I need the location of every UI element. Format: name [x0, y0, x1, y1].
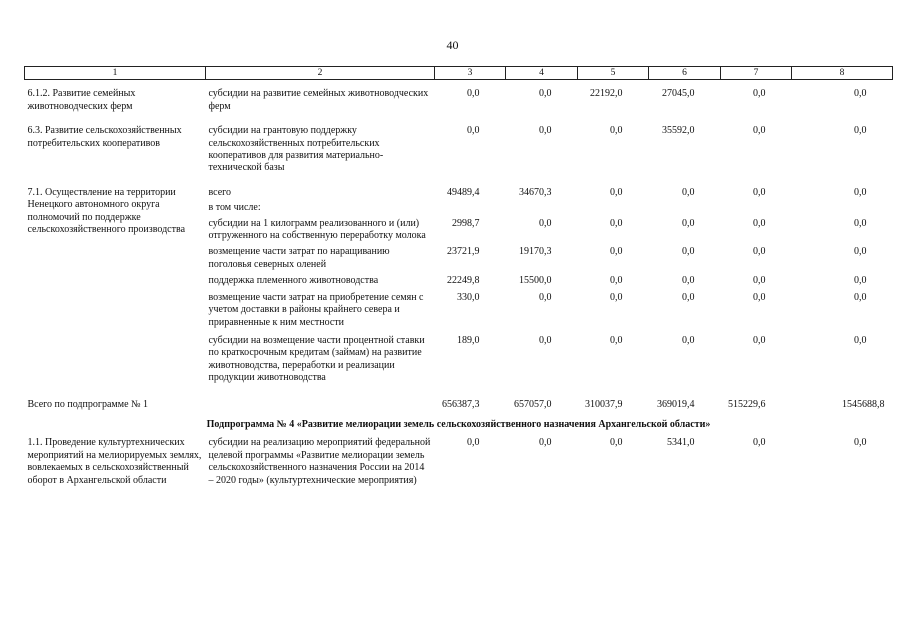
- value-cell: 0,0: [682, 186, 695, 198]
- subprogram-heading-row: [25, 411, 893, 437]
- value-cell: 35592,0: [662, 125, 695, 137]
- value-cell: 0,0: [610, 246, 623, 258]
- row-description: возмещение части затрат по наращиванию поголовья северных оленей: [208, 246, 390, 270]
- value-cell: 15500,0: [519, 275, 552, 287]
- value-cell: 0,0: [682, 334, 695, 346]
- row-description: в том числе:: [208, 202, 261, 214]
- row-description: субсидии на грантовую поддержку сельскохозяйственных потребительских кооперативов для развития материально-технической базы: [208, 125, 384, 174]
- value-cell: 22192,0: [590, 88, 623, 100]
- value-cell: 23721,9: [447, 246, 480, 258]
- row-description: поддержка племенного животноводства: [208, 275, 379, 287]
- value-cell: 19170,3: [519, 246, 552, 258]
- value-cell: 0,0: [854, 217, 867, 229]
- value-cell: 189,0: [457, 334, 480, 346]
- value-cell: 34670,3: [519, 186, 552, 198]
- value-cell: 0,0: [753, 217, 766, 229]
- value-cell: 49489,4: [447, 186, 480, 198]
- value-cell: 0,0: [753, 275, 766, 287]
- value-cell: 0,0: [539, 217, 552, 229]
- row-description: всего: [208, 186, 232, 198]
- value-cell: 0,0: [610, 291, 623, 303]
- subprogram-title: Подпрограмма № 4 «Развитие мелиорации земель сельскохозяйственного назначения Архангельской области»: [206, 418, 711, 430]
- table-row: [25, 125, 893, 175]
- value-cell: 0,0: [854, 334, 867, 346]
- row-description: субсидии на возмещение части процентной ставки по краткосрочным кредитам (займам) на развитие животноводства, переработки и реализации продукции животноводства: [208, 334, 425, 384]
- value-cell: 27045,0: [662, 88, 695, 100]
- value-cell: 0,0: [753, 246, 766, 258]
- value-cell: 0,0: [854, 291, 867, 303]
- value-cell: 0,0: [539, 334, 552, 346]
- table-row: [25, 437, 893, 487]
- value-cell: 1545688,8: [842, 398, 885, 410]
- value-cell: 0,0: [753, 334, 766, 346]
- value-cell: 0,0: [854, 125, 867, 137]
- value-cell: 2998,7: [452, 217, 480, 229]
- value-cell: 5341,0: [667, 437, 695, 449]
- value-cell: 0,0: [682, 217, 695, 229]
- value-cell: 0,0: [682, 291, 695, 303]
- value-cell: 657057,0: [514, 398, 552, 410]
- table-row: [25, 187, 893, 199]
- value-cell: 0,0: [682, 275, 695, 287]
- value-cell: 0,0: [610, 275, 623, 287]
- value-cell: 0,0: [753, 186, 766, 198]
- col-header-2: 2: [206, 67, 435, 80]
- value-cell: 0,0: [539, 291, 552, 303]
- budget-table: [24, 66, 893, 487]
- value-cell: 515229,6: [728, 398, 766, 410]
- value-cell: 0,0: [854, 246, 867, 258]
- value-cell: 0,0: [610, 186, 623, 198]
- col-header-1: 1: [25, 67, 206, 80]
- table-row: [25, 88, 893, 113]
- col-header-6: 6: [649, 67, 721, 80]
- value-cell: 369019,4: [657, 398, 695, 410]
- col-header-4: 4: [506, 67, 578, 80]
- value-cell: 22249,8: [447, 275, 480, 287]
- page-number: 40: [446, 38, 459, 52]
- value-cell: 0,0: [753, 291, 766, 303]
- value-cell: 0,0: [854, 88, 867, 100]
- value-cell: 0,0: [610, 217, 623, 229]
- value-cell: 0,0: [610, 334, 623, 346]
- value-cell: 0,0: [467, 88, 480, 100]
- row-description: субсидии на развитие семейных животноводческих ферм: [208, 88, 429, 112]
- total-label: Всего по подпрограмме № 1: [27, 398, 149, 410]
- value-cell: 0,0: [539, 88, 552, 100]
- column-number-header: [25, 67, 893, 80]
- value-cell: 0,0: [854, 186, 867, 198]
- value-cell: 0,0: [467, 125, 480, 137]
- row-description: возмещение части затрат на приобретение семян с учетом доставки в районы крайнего севера и приравненные к ним местности: [208, 291, 424, 328]
- value-cell: 0,0: [539, 437, 552, 449]
- row-name: 1.1. Проведение культуртехнических мероприятий на мелиорируемых землях, вовлекаемых в сельскохозяйственный оборот в Архангельской области: [27, 437, 202, 486]
- value-cell: 0,0: [610, 125, 623, 137]
- value-cell: 310037,9: [585, 398, 623, 410]
- value-cell: 0,0: [854, 275, 867, 287]
- value-cell: 0,0: [753, 125, 766, 137]
- total-row: [25, 399, 893, 411]
- row-name: 6.1.2. Развитие семейных животноводческих ферм: [27, 88, 136, 112]
- value-cell: 656387,3: [442, 398, 480, 410]
- col-header-8: 8: [792, 67, 893, 80]
- row-name: 7.1. Осуществление на территории Ненецкого автономного округа полномочий по поддержке сельскохозяйственного производства: [27, 186, 186, 236]
- row-description: субсидии на реализацию мероприятий федеральной целевой программы «Развитие мелиорации земель сельскохозяйственного назначения России на 2014 – 2020 годы» (культуртехнические мероприятия): [208, 437, 431, 486]
- value-cell: 0,0: [854, 437, 867, 449]
- col-header-7: 7: [721, 67, 792, 80]
- row-name: 6.3. Развитие сельскохозяйственных потребительских кооперативов: [27, 125, 182, 149]
- value-cell: 0,0: [539, 125, 552, 137]
- value-cell: 0,0: [753, 88, 766, 100]
- value-cell: 0,0: [753, 437, 766, 449]
- col-header-5: 5: [578, 67, 649, 80]
- col-header-3: 3: [435, 67, 506, 80]
- row-description: субсидии на 1 килограмм реализованного и (или) отгруженного на собственную переработку молока: [208, 217, 426, 242]
- value-cell: 330,0: [457, 291, 480, 303]
- value-cell: 0,0: [682, 246, 695, 258]
- value-cell: 0,0: [467, 437, 480, 449]
- value-cell: 0,0: [610, 437, 623, 449]
